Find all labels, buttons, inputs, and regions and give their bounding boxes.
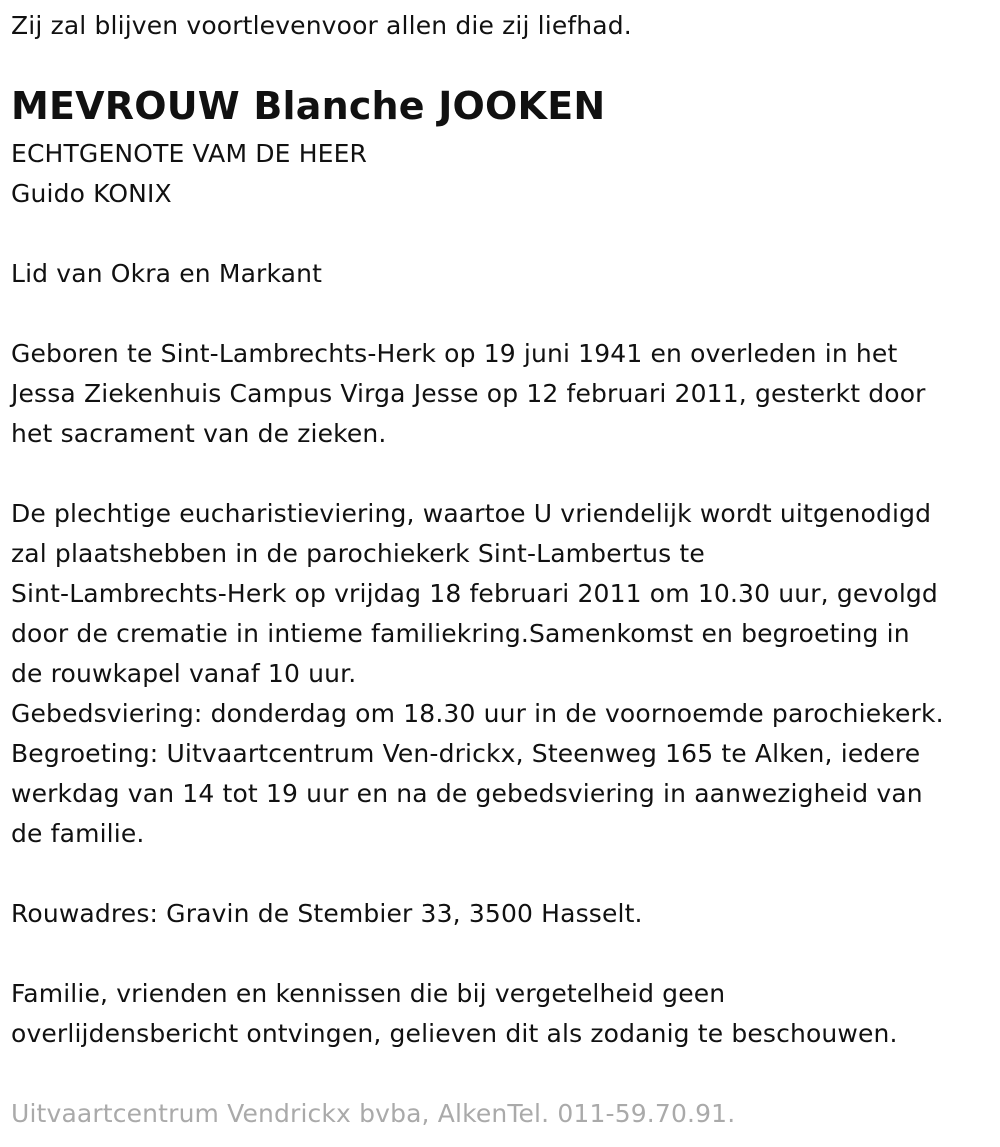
mourning-address: Rouwadres: Gravin de Stembier 33, 3500 Hasselt.	[11, 899, 643, 928]
paragraph-line: de familie.	[11, 819, 145, 848]
paragraph-line: overlijdensbericht ontvingen, gelieven dit als zodanig te beschouwen.	[11, 1019, 898, 1048]
paragraph-line: Jessa Ziekenhuis Campus Virga Jesse op 12 februari 2011, gesterkt door	[11, 379, 926, 408]
funeral-home-footer: Uitvaartcentrum Vendrickx bvba, AlkenTel. 011-59.70.91.	[11, 1099, 736, 1128]
paragraph-line: Begroeting: Uitvaartcentrum Ven-drickx, Steenweg 165 te Alken, iedere	[11, 739, 921, 768]
deceased-name: MEVROUW Blanche JOOKEN	[11, 84, 606, 128]
paragraph-line: zal plaatshebben in de parochiekerk Sint-Lambertus te	[11, 539, 705, 568]
paragraph-line: werkdag van 14 tot 19 uur en na de gebedsviering in aanwezigheid van	[11, 779, 923, 808]
paragraph-line: de rouwkapel vanaf 10 uur.	[11, 659, 357, 688]
notification-paragraph	[11, 974, 898, 1054]
spouse-name: Guido KONIX	[11, 179, 172, 208]
paragraph-line: het sacrament van de zieken.	[11, 419, 387, 448]
funeral-service-paragraph	[11, 494, 944, 854]
membership: Lid van Okra en Markant	[11, 259, 323, 288]
paragraph-line: Gebedsviering: donderdag om 18.30 uur in de voornoemde parochiekerk.	[11, 699, 944, 728]
paragraph-line: door de crematie in intieme familiekring.Samenkomst en begroeting in	[11, 619, 910, 648]
birth-death-paragraph	[11, 334, 926, 454]
paragraph-line: Familie, vrienden en kennissen die bij vergetelheid geen	[11, 979, 726, 1008]
paragraph-line: Sint-Lambrechts-Herk op vrijdag 18 februari 2011 om 10.30 uur, gevolgd	[11, 579, 938, 608]
paragraph-line: Geboren te Sint-Lambrechts-Herk op 19 juni 1941 en overleden in het	[11, 339, 898, 368]
motto: Zij zal blijven voortlevenvoor allen die zij liefhad.	[11, 11, 632, 40]
spouse-title: ECHTGENOTE VAM DE HEER	[11, 139, 368, 168]
paragraph-line: De plechtige eucharistieviering, waartoe U vriendelijk wordt uitgenodigd	[11, 499, 932, 528]
